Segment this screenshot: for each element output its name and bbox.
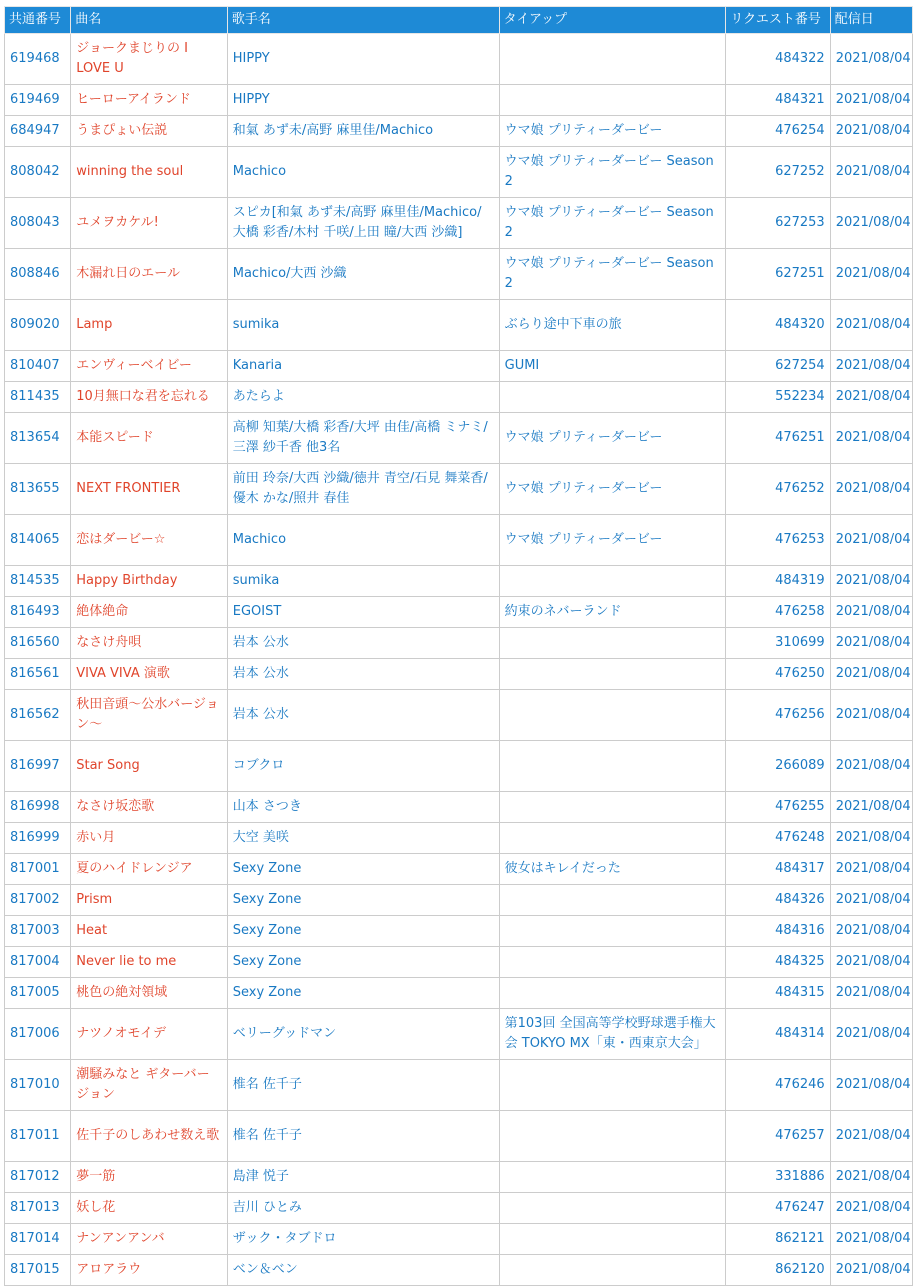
song-code-link[interactable]: 808846 bbox=[5, 249, 71, 300]
song-title-link[interactable]: なさけ舟唄 bbox=[71, 628, 228, 659]
table-row bbox=[5, 659, 913, 690]
song-code-link[interactable]: 817005 bbox=[5, 978, 71, 1009]
song-code-link[interactable]: 816562 bbox=[5, 690, 71, 741]
song-title-link[interactable]: ヒーローアイランド bbox=[71, 85, 228, 116]
song-code-link[interactable]: 816999 bbox=[5, 823, 71, 854]
song-code-link[interactable]: 808043 bbox=[5, 198, 71, 249]
song-code-link[interactable]: 814535 bbox=[5, 566, 71, 597]
release-date-link[interactable]: 2021/08/04 bbox=[830, 300, 912, 351]
tieup-link bbox=[499, 741, 726, 792]
release-date-link[interactable]: 2021/08/04 bbox=[830, 1060, 912, 1111]
table-row bbox=[5, 597, 913, 628]
release-date-link[interactable]: 2021/08/04 bbox=[830, 741, 912, 792]
tieup-link[interactable]: ウマ娘 プリティーダービー Season 2 bbox=[499, 198, 726, 249]
song-code-link[interactable]: 816493 bbox=[5, 597, 71, 628]
table-row bbox=[5, 413, 913, 464]
song-title-link[interactable]: 10月無口な君を忘れる bbox=[71, 382, 228, 413]
song-title-link[interactable]: うまぴょい伝説 bbox=[71, 116, 228, 147]
artist-link[interactable]: 吉川 ひとみ bbox=[227, 1193, 499, 1224]
table-row bbox=[5, 147, 913, 198]
artist-link[interactable]: 高柳 知葉/大橋 彩香/大坪 由佳/高橋 ミナミ/三澤 紗千香 他3名 bbox=[227, 413, 499, 464]
tieup-link bbox=[499, 1060, 726, 1111]
table-row bbox=[5, 1111, 913, 1162]
song-title-link[interactable]: Prism bbox=[71, 885, 228, 916]
tieup-link bbox=[499, 1193, 726, 1224]
song-title-link[interactable]: Heat bbox=[71, 916, 228, 947]
artist-link[interactable]: Sexy Zone bbox=[227, 916, 499, 947]
request-number-link[interactable]: 476255 bbox=[726, 792, 830, 823]
table-row bbox=[5, 885, 913, 916]
request-number-link[interactable]: 266089 bbox=[726, 741, 830, 792]
song-title-link[interactable]: なさけ坂恋歌 bbox=[71, 792, 228, 823]
artist-link[interactable]: Machico/大西 沙織 bbox=[227, 249, 499, 300]
song-title-link[interactable]: 潮騒みなと ギターバージョン bbox=[71, 1060, 228, 1111]
release-date-link[interactable]: 2021/08/04 bbox=[830, 792, 912, 823]
tieup-link[interactable]: ぶらり途中下車の旅 bbox=[499, 300, 726, 351]
release-date-link[interactable]: 2021/08/04 bbox=[830, 947, 912, 978]
song-title-link[interactable]: ユメヲカケル! bbox=[71, 198, 228, 249]
request-number-link[interactable]: 484317 bbox=[726, 854, 830, 885]
release-date-link[interactable]: 2021/08/04 bbox=[830, 1255, 912, 1286]
request-number-link[interactable]: 476252 bbox=[726, 464, 830, 515]
table-row bbox=[5, 741, 913, 792]
artist-link[interactable]: 山本 さつき bbox=[227, 792, 499, 823]
artist-link[interactable]: 大空 美咲 bbox=[227, 823, 499, 854]
tieup-link bbox=[499, 947, 726, 978]
song-code-link[interactable]: 817004 bbox=[5, 947, 71, 978]
artist-link[interactable]: 椎名 佐千子 bbox=[227, 1060, 499, 1111]
table-row bbox=[5, 854, 913, 885]
tieup-link[interactable]: 彼女はキレイだった bbox=[499, 854, 726, 885]
artist-link[interactable]: HIPPY bbox=[227, 34, 499, 85]
request-number-link[interactable]: 476254 bbox=[726, 116, 830, 147]
artist-link[interactable]: Machico bbox=[227, 515, 499, 566]
tieup-link bbox=[499, 823, 726, 854]
song-code-link[interactable]: 810407 bbox=[5, 351, 71, 382]
table-row bbox=[5, 1060, 913, 1111]
song-code-link[interactable]: 619468 bbox=[5, 34, 71, 85]
release-date-link[interactable]: 2021/08/04 bbox=[830, 1193, 912, 1224]
request-number-link[interactable]: 476248 bbox=[726, 823, 830, 854]
song-title-link[interactable]: NEXT FRONTIER bbox=[71, 464, 228, 515]
tieup-link bbox=[499, 690, 726, 741]
request-number-link[interactable]: 627254 bbox=[726, 351, 830, 382]
song-title-link[interactable]: 妖し花 bbox=[71, 1193, 228, 1224]
tieup-link bbox=[499, 566, 726, 597]
request-number-link[interactable]: 476253 bbox=[726, 515, 830, 566]
song-title-link[interactable]: 夏のハイドレンジア bbox=[71, 854, 228, 885]
table-header-row bbox=[5, 7, 913, 34]
song-code-link[interactable]: 817014 bbox=[5, 1224, 71, 1255]
song-title-link[interactable]: Lamp bbox=[71, 300, 228, 351]
song-title-link[interactable]: 恋はダービー☆ bbox=[71, 515, 228, 566]
request-number-link[interactable]: 484321 bbox=[726, 85, 830, 116]
song-title-link[interactable]: winning the soul bbox=[71, 147, 228, 198]
song-code-link[interactable]: 817015 bbox=[5, 1255, 71, 1286]
artist-link[interactable]: 椎名 佐千子 bbox=[227, 1111, 499, 1162]
tieup-link bbox=[499, 382, 726, 413]
request-number-link[interactable]: 476247 bbox=[726, 1193, 830, 1224]
song-title-link[interactable]: Happy Birthday bbox=[71, 566, 228, 597]
tieup-link[interactable]: ウマ娘 プリティーダービー bbox=[499, 413, 726, 464]
release-date-link[interactable]: 2021/08/04 bbox=[830, 351, 912, 382]
artist-link[interactable]: ベリーグッドマン bbox=[227, 1009, 499, 1060]
tieup-link[interactable]: 約束のネバーランド bbox=[499, 597, 726, 628]
release-date-link[interactable]: 2021/08/04 bbox=[830, 515, 912, 566]
release-date-link[interactable]: 2021/08/04 bbox=[830, 1162, 912, 1193]
song-code-link[interactable]: 619469 bbox=[5, 85, 71, 116]
header-request[interactable]: リクエスト番号 bbox=[726, 7, 830, 34]
release-date-link[interactable]: 2021/08/04 bbox=[830, 198, 912, 249]
artist-link[interactable]: ザック・タブドロ bbox=[227, 1224, 499, 1255]
song-title-link[interactable]: 桃色の絶対領域 bbox=[71, 978, 228, 1009]
song-code-link[interactable]: 817002 bbox=[5, 885, 71, 916]
release-date-link[interactable]: 2021/08/04 bbox=[830, 854, 912, 885]
tieup-link bbox=[499, 1162, 726, 1193]
artist-link[interactable]: あたらよ bbox=[227, 382, 499, 413]
release-date-link[interactable]: 2021/08/04 bbox=[830, 659, 912, 690]
release-date-link[interactable]: 2021/08/04 bbox=[830, 978, 912, 1009]
table-row bbox=[5, 249, 913, 300]
request-number-link[interactable]: 627252 bbox=[726, 147, 830, 198]
song-code-link[interactable]: 808042 bbox=[5, 147, 71, 198]
release-date-link[interactable]: 2021/08/04 bbox=[830, 566, 912, 597]
request-number-link[interactable]: 476246 bbox=[726, 1060, 830, 1111]
song-title-link[interactable]: 秋田音頭～公水バージョン～ bbox=[71, 690, 228, 741]
table-row bbox=[5, 382, 913, 413]
song-code-link[interactable]: 814065 bbox=[5, 515, 71, 566]
release-date-link[interactable]: 2021/08/04 bbox=[830, 628, 912, 659]
song-title-link[interactable]: 木漏れ日のエール bbox=[71, 249, 228, 300]
table-row bbox=[5, 464, 913, 515]
artist-link[interactable]: HIPPY bbox=[227, 85, 499, 116]
song-code-link[interactable]: 813654 bbox=[5, 413, 71, 464]
table-row bbox=[5, 85, 913, 116]
song-title-link[interactable]: 佐千子のしあわせ数え歌 bbox=[71, 1111, 228, 1162]
song-code-link[interactable]: 817003 bbox=[5, 916, 71, 947]
artist-link[interactable]: スピカ[和氣 あず未/高野 麻里佳/Machico/大橋 彩香/木村 千咲/上田 瞳/大西 沙織] bbox=[227, 198, 499, 249]
request-number-link[interactable]: 476256 bbox=[726, 690, 830, 741]
table-row bbox=[5, 1162, 913, 1193]
release-date-link[interactable]: 2021/08/04 bbox=[830, 413, 912, 464]
release-date-link[interactable]: 2021/08/04 bbox=[830, 690, 912, 741]
header-artist[interactable]: 歌手名 bbox=[227, 7, 499, 34]
song-code-link[interactable]: 817006 bbox=[5, 1009, 71, 1060]
request-number-link[interactable]: 484314 bbox=[726, 1009, 830, 1060]
artist-link[interactable]: 岩本 公水 bbox=[227, 628, 499, 659]
request-number-link[interactable]: 484325 bbox=[726, 947, 830, 978]
song-code-link[interactable]: 817012 bbox=[5, 1162, 71, 1193]
tieup-link bbox=[499, 34, 726, 85]
song-code-link[interactable]: 816560 bbox=[5, 628, 71, 659]
song-title-link[interactable]: 絶体絶命 bbox=[71, 597, 228, 628]
artist-link[interactable]: ベン＆ベン bbox=[227, 1255, 499, 1286]
header-tieup[interactable]: タイアップ bbox=[499, 7, 726, 34]
song-title-link[interactable]: エンヴィーベイビー bbox=[71, 351, 228, 382]
release-date-link[interactable]: 2021/08/04 bbox=[830, 885, 912, 916]
request-number-link[interactable]: 484315 bbox=[726, 978, 830, 1009]
artist-link[interactable]: sumika bbox=[227, 300, 499, 351]
tieup-link[interactable]: GUMI bbox=[499, 351, 726, 382]
song-code-link[interactable]: 813655 bbox=[5, 464, 71, 515]
release-date-link[interactable]: 2021/08/04 bbox=[830, 34, 912, 85]
song-table bbox=[4, 6, 913, 1286]
song-code-link[interactable]: 817001 bbox=[5, 854, 71, 885]
artist-link[interactable]: 前田 玲奈/大西 沙織/徳井 青空/石見 舞菜香/優木 かな/照井 春佳 bbox=[227, 464, 499, 515]
table-row bbox=[5, 566, 913, 597]
tieup-link[interactable]: ウマ娘 プリティーダービー Season 2 bbox=[499, 249, 726, 300]
artist-link[interactable]: Machico bbox=[227, 147, 499, 198]
header-code[interactable]: 共通番号 bbox=[5, 7, 71, 34]
song-code-link[interactable]: 817013 bbox=[5, 1193, 71, 1224]
tieup-link bbox=[499, 1224, 726, 1255]
artist-link[interactable]: 和氣 あず未/高野 麻里佳/Machico bbox=[227, 116, 499, 147]
tieup-link bbox=[499, 85, 726, 116]
song-code-link[interactable]: 816998 bbox=[5, 792, 71, 823]
tieup-link bbox=[499, 885, 726, 916]
artist-link[interactable]: Sexy Zone bbox=[227, 854, 499, 885]
release-date-link[interactable]: 2021/08/04 bbox=[830, 249, 912, 300]
artist-link[interactable]: コブクロ bbox=[227, 741, 499, 792]
tieup-link[interactable]: ウマ娘 プリティーダービー bbox=[499, 515, 726, 566]
song-title-link[interactable]: ナツノオモイデ bbox=[71, 1009, 228, 1060]
table-row bbox=[5, 300, 913, 351]
tieup-link bbox=[499, 1255, 726, 1286]
table-row bbox=[5, 351, 913, 382]
request-number-link[interactable]: 484322 bbox=[726, 34, 830, 85]
artist-link[interactable]: sumika bbox=[227, 566, 499, 597]
request-number-link[interactable]: 476251 bbox=[726, 413, 830, 464]
request-number-link[interactable]: 862120 bbox=[726, 1255, 830, 1286]
release-date-link[interactable]: 2021/08/04 bbox=[830, 85, 912, 116]
tieup-link bbox=[499, 792, 726, 823]
song-title-link[interactable]: Never lie to me bbox=[71, 947, 228, 978]
artist-link[interactable]: Sexy Zone bbox=[227, 947, 499, 978]
request-number-link[interactable]: 484319 bbox=[726, 566, 830, 597]
artist-link[interactable]: 岩本 公水 bbox=[227, 690, 499, 741]
table-row bbox=[5, 198, 913, 249]
tieup-link bbox=[499, 659, 726, 690]
tieup-link[interactable]: ウマ娘 プリティーダービー Season 2 bbox=[499, 147, 726, 198]
header-title[interactable]: 曲名 bbox=[71, 7, 228, 34]
table-row bbox=[5, 916, 913, 947]
song-code-link[interactable]: 817011 bbox=[5, 1111, 71, 1162]
request-number-link[interactable]: 476250 bbox=[726, 659, 830, 690]
request-number-link[interactable]: 331886 bbox=[726, 1162, 830, 1193]
request-number-link[interactable]: 484316 bbox=[726, 916, 830, 947]
song-code-link[interactable]: 809020 bbox=[5, 300, 71, 351]
tieup-link bbox=[499, 628, 726, 659]
song-title-link[interactable]: 赤い月 bbox=[71, 823, 228, 854]
tieup-link[interactable]: ウマ娘 プリティーダービー bbox=[499, 116, 726, 147]
tieup-link[interactable]: ウマ娘 プリティーダービー bbox=[499, 464, 726, 515]
request-number-link[interactable]: 484320 bbox=[726, 300, 830, 351]
table-row bbox=[5, 628, 913, 659]
tieup-link bbox=[499, 1111, 726, 1162]
table-row bbox=[5, 1009, 913, 1060]
request-number-link[interactable]: 862121 bbox=[726, 1224, 830, 1255]
table-row bbox=[5, 978, 913, 1009]
table-row bbox=[5, 1255, 913, 1286]
release-date-link[interactable]: 2021/08/04 bbox=[830, 597, 912, 628]
request-number-link[interactable]: 476257 bbox=[726, 1111, 830, 1162]
artist-link[interactable]: 岩本 公水 bbox=[227, 659, 499, 690]
request-number-link[interactable]: 484326 bbox=[726, 885, 830, 916]
song-title-link[interactable]: 夢一筋 bbox=[71, 1162, 228, 1193]
song-table-container bbox=[4, 6, 913, 1286]
table-row bbox=[5, 116, 913, 147]
song-title-link[interactable]: ジョークまじりの I LOVE U bbox=[71, 34, 228, 85]
artist-link[interactable]: 島津 悦子 bbox=[227, 1162, 499, 1193]
table-row bbox=[5, 690, 913, 741]
tieup-link[interactable]: 第103回 全国高等学校野球選手権大会 TOKYO MX「東・西東京大会」 bbox=[499, 1009, 726, 1060]
request-number-link[interactable]: 552234 bbox=[726, 382, 830, 413]
table-row bbox=[5, 515, 913, 566]
release-date-link[interactable]: 2021/08/04 bbox=[830, 1224, 912, 1255]
release-date-link[interactable]: 2021/08/04 bbox=[830, 464, 912, 515]
header-date[interactable]: 配信日 bbox=[830, 7, 912, 34]
song-title-link[interactable]: Star Song bbox=[71, 741, 228, 792]
release-date-link[interactable]: 2021/08/04 bbox=[830, 382, 912, 413]
artist-link[interactable]: Sexy Zone bbox=[227, 978, 499, 1009]
request-number-link[interactable]: 627251 bbox=[726, 249, 830, 300]
release-date-link[interactable]: 2021/08/04 bbox=[830, 147, 912, 198]
table-row bbox=[5, 947, 913, 978]
table-row bbox=[5, 1224, 913, 1255]
song-code-link[interactable]: 811435 bbox=[5, 382, 71, 413]
table-row bbox=[5, 792, 913, 823]
release-date-link[interactable]: 2021/08/04 bbox=[830, 1009, 912, 1060]
song-code-link[interactable]: 816997 bbox=[5, 741, 71, 792]
release-date-link[interactable]: 2021/08/04 bbox=[830, 1111, 912, 1162]
table-row bbox=[5, 1193, 913, 1224]
song-title-link[interactable]: VIVA VIVA 演歌 bbox=[71, 659, 228, 690]
song-title-link[interactable]: アロアラウ bbox=[71, 1255, 228, 1286]
song-title-link[interactable]: ナンアンアンバ bbox=[71, 1224, 228, 1255]
request-number-link[interactable]: 476258 bbox=[726, 597, 830, 628]
tieup-link bbox=[499, 916, 726, 947]
release-date-link[interactable]: 2021/08/04 bbox=[830, 916, 912, 947]
artist-link[interactable]: Kanaria bbox=[227, 351, 499, 382]
table-row bbox=[5, 823, 913, 854]
song-code-link[interactable]: 817010 bbox=[5, 1060, 71, 1111]
song-code-link[interactable]: 684947 bbox=[5, 116, 71, 147]
request-number-link[interactable]: 310699 bbox=[726, 628, 830, 659]
artist-link[interactable]: Sexy Zone bbox=[227, 885, 499, 916]
table-row bbox=[5, 34, 913, 85]
song-title-link[interactable]: 本能スピード bbox=[71, 413, 228, 464]
tieup-link bbox=[499, 978, 726, 1009]
song-code-link[interactable]: 816561 bbox=[5, 659, 71, 690]
artist-link[interactable]: EGOIST bbox=[227, 597, 499, 628]
release-date-link[interactable]: 2021/08/04 bbox=[830, 116, 912, 147]
release-date-link[interactable]: 2021/08/04 bbox=[830, 823, 912, 854]
request-number-link[interactable]: 627253 bbox=[726, 198, 830, 249]
